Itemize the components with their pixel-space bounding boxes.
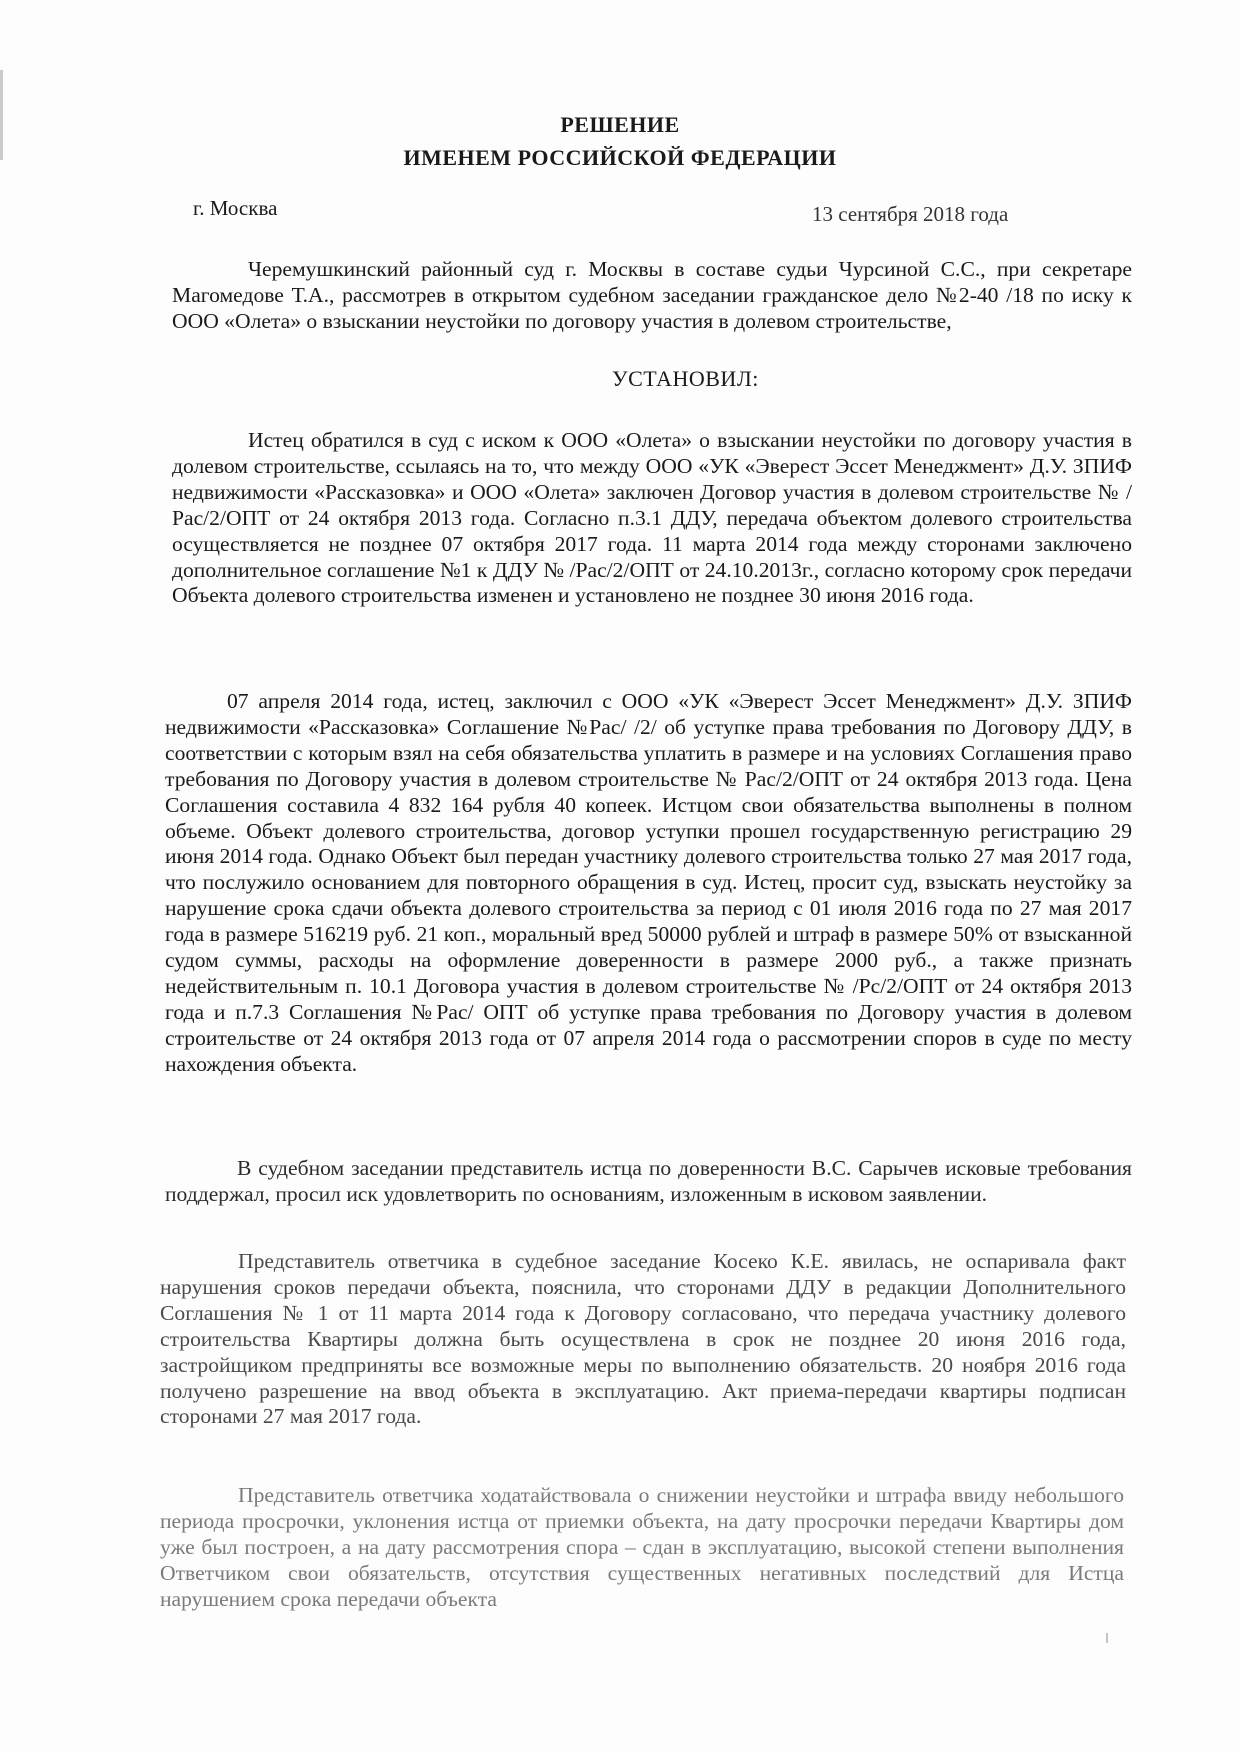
body-paragraph: В судебном заседании представитель истца по доверенности В.С. Сарычев исковые требования поддержал, просил иск удовлетворить по основаниям, изложенным в исковом заявлении. [165,1156,1132,1206]
decision-date: 13 сентября 2018 года [812,202,1009,226]
body-paragraph: Представитель ответчика ходатайствовала о снижении неустойки и штрафа ввиду небольшого периода просрочки, уклонения истца от приемки объекта, на дату просрочки передачи Квартиры дом уже был построен, а на дату рассмотрения спора – сдан в эксплуатацию, высокой степени выполнения Ответчиком свои обязательств, отсутствия существенных негативных последствий для Истца нарушением срока передачи объекта [160,1483,1124,1611]
body-paragraph: Представитель ответчика в судебное заседание Косеко К.Е. явилась, не оспаривала факт нарушения сроков передачи объекта, пояснила, что сторонами ДДУ в редакции Дополнительного Соглашения № 1 от 11 марта 2014 года к Договору согласовано, что передача участнику долевого строительства Квартиры должна быть осуществлена в срок не позднее 20 июня 2016 года, застройщиком предприняты все возможные меры по выполнению обязательств. 20 ноября 2016 года получено разрешение на ввод объекта в эксплуатацию. Акт приема-передачи квартиры подписан сторонами 27 мая 2017 года. [160,1249,1126,1429]
document-title: РЕШЕНИЕ [560,112,680,137]
intro-paragraph: Черемушкинский районный суд г. Москвы в составе судьи Чурсиной С.С., при секретаре Магомедове Т.А., рассмотрев в открытом судебном заседании гражданское дело №2-40 /18 по иску к ООО «Олета» о взыскании неустойки по договору участия в долевом строительстве, [172,257,1132,333]
document-subtitle: ИМЕНЕМ РОССИЙСКОЙ ФЕДЕРАЦИИ [403,145,837,170]
body-paragraph: 07 апреля 2014 года, истец, заключил с ООО «УК «Эверест Эссет Менеджмент» Д.У. ЗПИФ недвижимости «Рассказовка» Соглашение №Рас/ /2/ об уступке права требования по Договору ДДУ, в соответствии с которым взял на себя обязательства уплатить в размере и на условиях Соглашения право требования по Договору участия в долевом строительстве № Рас/2/ОПТ от 24 октября 2013 года. Цена Соглашения составила 4 832 164 рубля 40 копеек. Истцом свои обязательства выполнены в полном объеме. Объект долевого строительства, договор уступки прошел государственную регистрацию 29 июня 2014 года. Однако Объект был передан участнику долевого строительства только 27 мая 2017 года, что послужило основанием для повторного обращения в суд. Истец, просит суд, взыскать неустойку за нарушение срока сдачи объекта долевого строительства за период с 01 июля 2016 года по 27 мая 2017 года в размере 516219 руб. 21 коп., моральный вред 50000 рублей и штраф в размере 50% от взысканной судом суммы, расходы на оформление доверенности в размере 2000 руб., а также признать недействительным п. 10.1 Договора участия в долевом строительстве № /Рс/2/ОПТ от 24 октября 2013 года и п.7.3 Соглашения №Рас/ ОПТ об уступке права требования по Договору участия в долевом строительстве от 24 октября 2013 года от 07 апреля 2014 года о рассмотрении споров в суде по месту нахождения объекта. [165,689,1132,1076]
body-paragraph: Истец обратился в суд с иском к ООО «Олета» о взыскании неустойки по договору участия в долевом строительстве, ссылаясь на то, что между ООО «УК «Эверест Эссет Менеджмент» Д.У. ЗПИФ недвижимости «Рассказовка» и ООО «Олета» заключен Договор участия в долевом строительстве № /Рас/2/ОПТ от 24 октября 2013 года. Согласно п.3.1 ДДУ, передача объектом долевого строительства осуществляется не позднее 07 октября 2017 года. 11 марта 2014 года между сторонами заключено дополнительное соглашение №1 к ДДУ № /Рас/2/ОПТ от 24.10.2013г., согласно которому срок передачи Объекта долевого строительства изменен и установлено не позднее 30 июня 2016 года. [172,428,1132,608]
section-heading: УСТАНОВИЛ: [612,366,759,391]
city-label: г. Москва [193,196,278,220]
scan-mark-artifact [1106,1633,1108,1643]
